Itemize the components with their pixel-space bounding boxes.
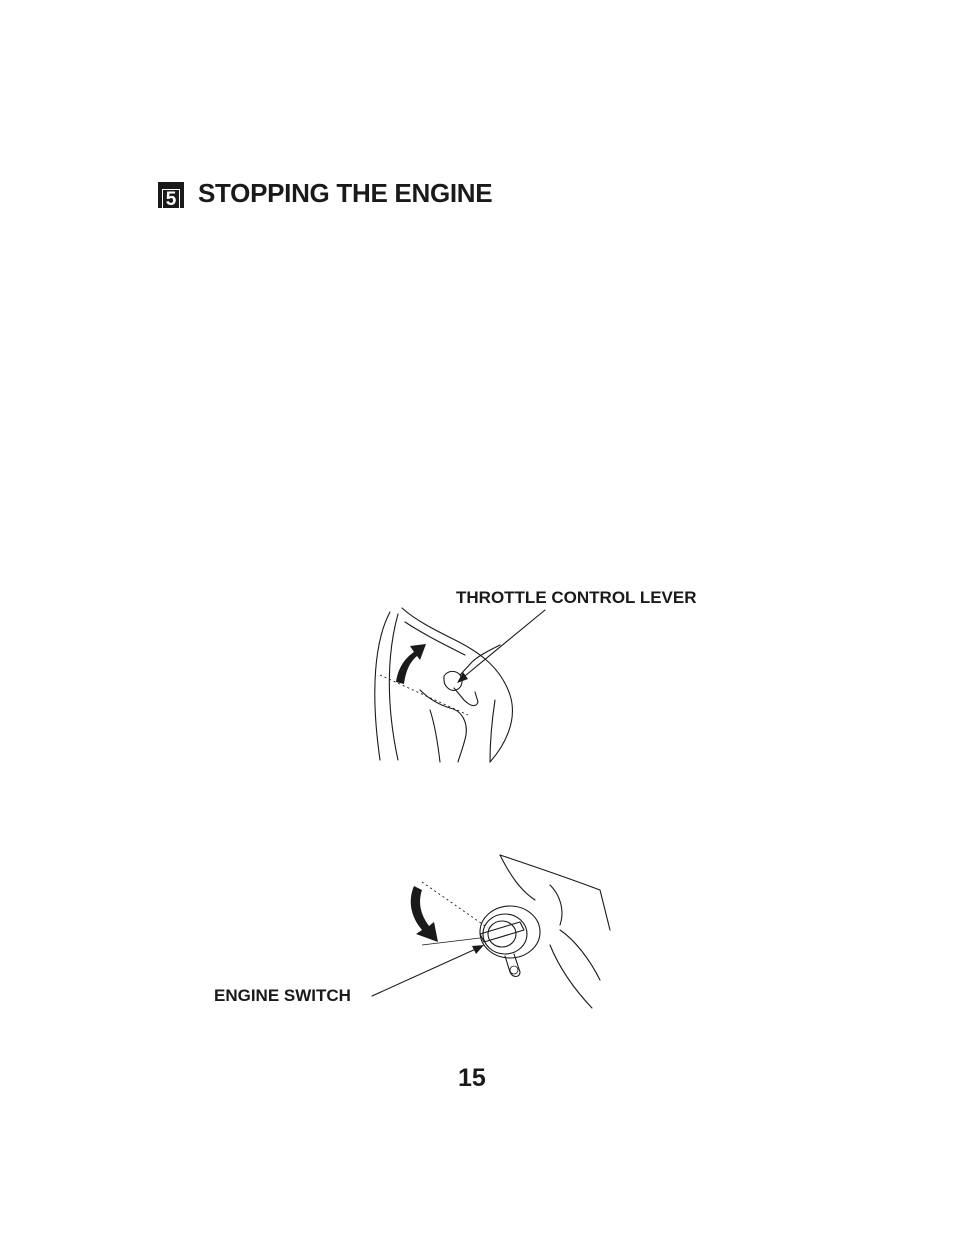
- switch-leader-line: [372, 948, 478, 996]
- switch-housing-ridge: [500, 855, 535, 900]
- switch-housing-inner: [560, 930, 600, 980]
- housing-outline-left: [375, 612, 390, 760]
- housing-right-inner: [490, 700, 495, 762]
- throttle-motion-arrow-icon: [396, 644, 426, 684]
- switch-housing-bulge: [550, 885, 562, 925]
- section-number: 5: [162, 189, 180, 211]
- housing-lower-curve: [420, 690, 466, 762]
- throttle-control-lever-label: THROTTLE CONTROL LEVER: [456, 588, 697, 607]
- page-title: STOPPING THE ENGINE: [198, 178, 493, 208]
- throttle-leader-line: [460, 610, 545, 680]
- housing-outline-inner: [389, 614, 398, 760]
- engine-switch-label: ENGINE SWITCH: [214, 986, 351, 1005]
- switch-reference-line: [422, 882, 488, 928]
- switch-housing-top: [500, 855, 610, 930]
- throttle-lever-body: [454, 688, 478, 706]
- engine-switch-illustration: [360, 850, 620, 1015]
- section-number-badge: [158, 182, 184, 208]
- switch-connector-ring: [510, 966, 518, 974]
- throttle-lever-illustration: [360, 600, 560, 765]
- switch-knob-tab: [480, 922, 524, 942]
- housing-lower-inner: [430, 710, 440, 762]
- switch-base-ring: [480, 906, 540, 958]
- throttle-cable: [460, 645, 500, 675]
- switch-housing-lower: [550, 945, 592, 1008]
- switch-motion-arrow-icon: [411, 886, 438, 942]
- page-number: 15: [458, 1064, 486, 1092]
- housing-outline-top: [402, 608, 512, 762]
- switch-knob-outer: [483, 914, 527, 954]
- switch-leader-arrowhead: [472, 945, 484, 954]
